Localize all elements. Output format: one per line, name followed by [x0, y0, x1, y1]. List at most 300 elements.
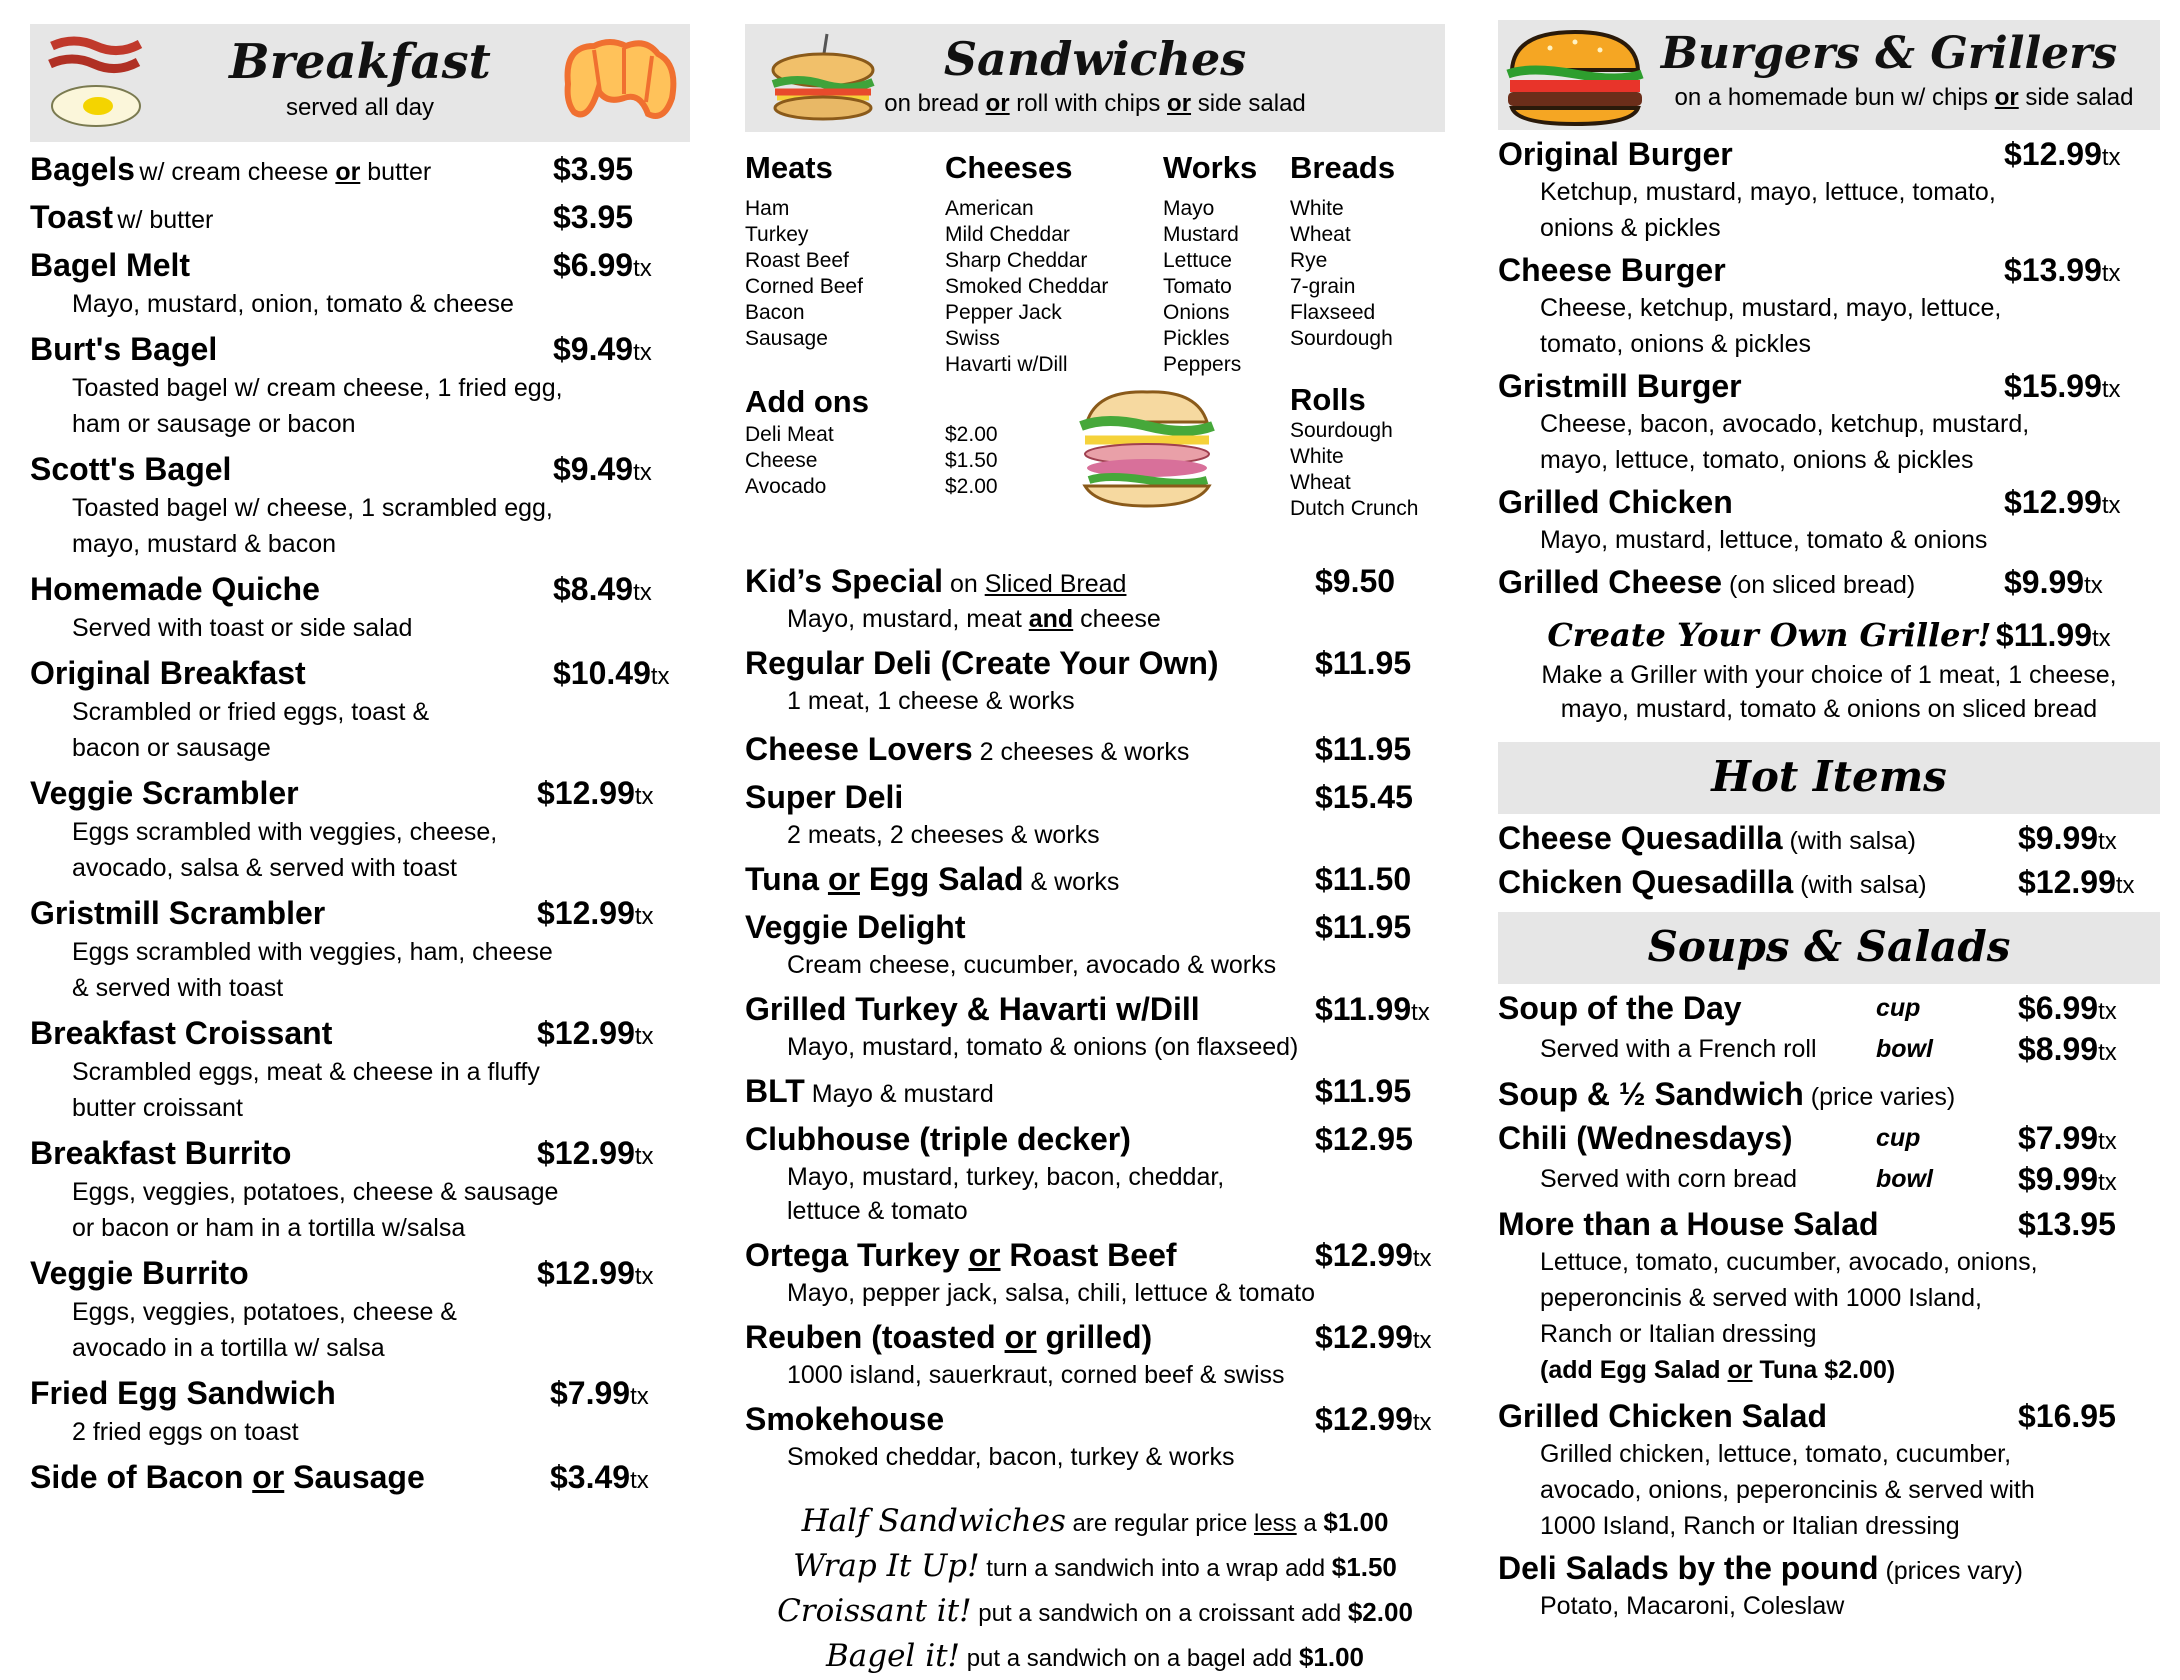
sandwiches-banner [745, 24, 1445, 132]
item-desc: avocado, salsa & served with toast [72, 854, 457, 882]
list-item: Mustard [1163, 223, 1239, 246]
item-desc: Served with toast or side salad [72, 614, 413, 642]
price-value: $12.99 [2018, 864, 2116, 900]
item-name: Fried Egg Sandwich [30, 1375, 336, 1411]
list-item: Pepper Jack [945, 301, 1062, 324]
menu-item [30, 1372, 690, 1450]
extra-text: turn a sandwich into a wrap add [979, 1555, 1332, 1582]
sandwich-icon [1067, 382, 1227, 512]
tax-mark: tx [634, 903, 654, 930]
tax-mark: tx [2098, 828, 2117, 855]
menu-item [30, 244, 690, 322]
name-part: Ortega Turkey [745, 1237, 969, 1273]
menu-item [1498, 134, 2160, 246]
item-desc: Mayo, mustard, lettuce, tomato & onions [1540, 526, 1988, 554]
item-price [2018, 988, 2117, 1032]
item-desc: Cream cheese, cucumber, avocado & works [787, 951, 1277, 979]
menu-item [1498, 562, 2160, 602]
extra-text: Sliced Bread [984, 570, 1127, 598]
item-price [2004, 366, 2121, 410]
soups-salads-banner: Soups & Salads [1498, 912, 2160, 984]
item-desc: & served with toast [72, 974, 284, 1002]
item-desc: avocado in a tortilla w/ salsa [72, 1334, 385, 1362]
item-desc: bacon or sausage [72, 734, 271, 762]
item-extra: (with salsa) [1793, 871, 1927, 899]
item-extra [139, 158, 431, 186]
menu-item [745, 1398, 1445, 1474]
or-word: or [335, 158, 361, 186]
breakfast-title: Breakfast [229, 34, 491, 90]
extra-text: are regular price [1065, 1510, 1254, 1537]
price-value: $9.99 [2018, 820, 2099, 856]
item-price [2018, 862, 2135, 906]
item-desc: mayo, mustard & bacon [72, 530, 337, 558]
item-name: Regular Deli (Create Your Own) [745, 645, 1219, 681]
price-value: $12.99 [537, 1015, 635, 1051]
breakfast-banner [30, 24, 690, 142]
or-word: or [968, 1237, 1001, 1273]
price-value: $6.99 [553, 247, 634, 283]
tax-mark: tx [2084, 572, 2103, 599]
item-desc: butter croissant [72, 1094, 243, 1122]
item-price [537, 1252, 654, 1298]
item-desc: 2 meats, 2 cheeses & works [787, 821, 1100, 849]
price-value: $9.50 [1315, 563, 1396, 599]
price-value: $16.95 [2018, 1398, 2116, 1434]
extra-price: $2.00 [1347, 1597, 1413, 1627]
item-subrow [1540, 1158, 2160, 1200]
item-desc: Scrambled or fried eggs, toast & [72, 698, 430, 726]
create-griller [1498, 612, 2160, 726]
item-price [1315, 1234, 1432, 1280]
item-desc: Served with a French roll [1540, 1035, 1817, 1063]
price-value: $12.95 [1315, 1121, 1413, 1157]
item-price [2004, 562, 2103, 606]
item-name: Original Breakfast [30, 655, 306, 691]
item-name: Soup & ½ Sandwich [1498, 1076, 1804, 1112]
tax-mark: tx [634, 1023, 654, 1050]
item-price [1315, 1118, 1413, 1160]
item-name: Gristmill Scrambler [30, 895, 326, 931]
list-item: American [945, 197, 1034, 220]
addon-row [745, 474, 1045, 500]
item-name [745, 1319, 1152, 1355]
price-value: $12.99 [537, 895, 635, 931]
item-desc: peperoncinis & served with 1000 Island, [1540, 1284, 1982, 1312]
burger-icon [1500, 26, 1650, 126]
bacon-egg-icon [44, 32, 148, 132]
menu-item [30, 1012, 690, 1126]
item-name: Smokehouse [745, 1401, 945, 1437]
menu-item [1498, 1396, 2160, 1544]
item-extra: (price varies) [1803, 1083, 1956, 1111]
menu-item [745, 1118, 1445, 1228]
item-extra: & works [1023, 868, 1120, 896]
item-name: Soup of the Day [1498, 990, 1742, 1026]
extra-price: $1.00 [1323, 1507, 1389, 1537]
price-value: $12.99 [1315, 1237, 1413, 1273]
addons-row [745, 382, 1445, 532]
addon-price: $1.50 [945, 449, 998, 472]
tax-mark: tx [1412, 1409, 1432, 1436]
menu-item [1498, 250, 2160, 362]
item-addon [1540, 1352, 2160, 1388]
tax-mark: tx [650, 663, 670, 690]
item-desc: mayo, lettuce, tomato, onions & pickles [1540, 446, 1974, 474]
cheeses-header: Cheeses [945, 150, 1073, 185]
item-price [2018, 1158, 2117, 1204]
item-desc: Eggs scrambled with veggies, cheese, [72, 818, 498, 846]
item-name: BLT [745, 1073, 805, 1109]
menu-item [745, 642, 1445, 718]
item-name: Kid’s Special [745, 563, 943, 599]
item-name: Gristmill Burger [1498, 368, 1742, 404]
item-desc: Mayo, mustard, tomato & onions (on flaxseed) [787, 1033, 1299, 1061]
item-desc: Smoked cheddar, bacon, turkey & works [787, 1443, 1235, 1471]
item-desc: Lettuce, tomato, cucumber, avocado, onions, [1540, 1248, 2038, 1276]
addon-name: Cheese [745, 449, 818, 472]
tax-mark: tx [633, 339, 652, 366]
item-desc: Eggs scrambled with veggies, ham, cheese [72, 938, 553, 966]
list-item: Bacon [745, 301, 805, 324]
list-item: Corned Beef [745, 275, 863, 298]
list-item: Smoked Cheddar [945, 275, 1109, 298]
item-name: Cheese Lovers [745, 731, 973, 767]
item-price [553, 448, 652, 494]
tax-mark: tx [630, 1467, 649, 1494]
price-value: $15.99 [2004, 368, 2102, 404]
addon-row [745, 448, 1045, 474]
item-name: Cheese Burger [1498, 252, 1726, 288]
item-extra: Mayo & mustard [804, 1080, 994, 1108]
or-word: or [985, 90, 1010, 117]
item-name: Breakfast Burrito [30, 1135, 292, 1171]
extra-head: Wrap It Up! [793, 1548, 980, 1584]
item-price [1315, 1398, 1432, 1444]
item-price [537, 772, 654, 818]
price-value: $15.45 [1315, 779, 1413, 815]
tax-mark: tx [633, 579, 652, 606]
menu-item [745, 728, 1445, 770]
extra-price: $1.00 [1298, 1642, 1365, 1672]
item-desc: Toasted bagel w/ cheese, 1 scrambled egg, [72, 494, 553, 522]
menu-item [30, 1456, 690, 1498]
price-value: $11.95 [1315, 645, 1412, 681]
list-item: Havarti w/Dill [945, 353, 1068, 376]
addon-text: (add Egg Salad [1540, 1356, 1728, 1384]
item-desc: Potato, Macaroni, Coleslaw [1540, 1592, 1845, 1620]
sandwiches-column [745, 0, 1445, 1680]
list-item: Pickles [1163, 327, 1230, 350]
item-name: Toast [30, 199, 113, 235]
subtitle-text: roll with chips [1009, 90, 1168, 117]
price-value: $9.99 [2018, 1161, 2099, 1197]
price-value: $13.99 [2004, 252, 2102, 288]
menu-item [30, 772, 690, 886]
list-item: Mayo [1163, 197, 1215, 220]
tax-mark: tx [633, 459, 652, 486]
list-item: Roast Beef [745, 249, 849, 272]
sandwich-items [745, 560, 1445, 1474]
item-price [1315, 560, 1395, 602]
or-word: or [1727, 1356, 1753, 1384]
tax-mark: tx [633, 255, 652, 282]
list-item: Swiss [945, 327, 1000, 350]
menu-item [30, 148, 690, 190]
tax-mark: tx [2098, 1039, 2117, 1066]
list-item: Tomato [1163, 275, 1232, 298]
addon-name: Avocado [745, 475, 827, 498]
item-name: Grilled Chicken Salad [1498, 1398, 1827, 1434]
item-name [30, 1459, 425, 1495]
price-value: $11.95 [1315, 1073, 1412, 1109]
name-part: Sausage [293, 1459, 425, 1495]
list-item: Wheat [1290, 223, 1351, 246]
item-price [550, 1456, 649, 1502]
item-name: Scott's Bagel [30, 451, 232, 487]
price-value: $7.99 [550, 1375, 631, 1411]
item-name: Clubhouse (triple decker) [745, 1121, 1131, 1157]
item-name: Grilled Turkey & Havarti w/Dill [745, 991, 1200, 1027]
menu-item [30, 1252, 690, 1366]
menu-item [1498, 482, 2160, 558]
burgers-banner [1498, 20, 2160, 130]
item-price [1315, 1316, 1432, 1362]
item-desc: onions & pickles [1540, 214, 1721, 242]
sandwiches-title: Sandwiches [943, 32, 1247, 86]
item-price [537, 1012, 654, 1058]
burgers-column [1498, 0, 2160, 1624]
extra-line [745, 1545, 1445, 1590]
cheeses-list [945, 150, 1163, 378]
list-item: Sharp Cheddar [945, 249, 1088, 272]
menu-item [1498, 818, 2160, 858]
price-value: $10.49 [553, 655, 651, 691]
tax-mark: tx [634, 1143, 654, 1170]
addons-header: Add ons [745, 384, 869, 419]
item-price [2018, 1118, 2117, 1162]
menu-item [745, 560, 1445, 636]
item-price [1315, 642, 1411, 684]
tax-mark: tx [2098, 1128, 2117, 1155]
price-value: $3.95 [553, 199, 634, 235]
sub-sandwich-icon [767, 30, 879, 126]
menu-item [30, 652, 690, 766]
menu-item [30, 892, 690, 1006]
item-name: Breakfast Croissant [30, 1015, 333, 1051]
breads-header: Breads [1290, 150, 1396, 185]
item-desc: Scrambled eggs, meat & cheese in a fluffy [72, 1058, 540, 1086]
item-name: Chicken Quesadilla [1498, 864, 1794, 900]
breakfast-items [30, 148, 690, 1498]
item-price [553, 196, 633, 238]
item-price [553, 652, 670, 698]
item-subrow [1540, 1028, 2160, 1070]
price-value: $7.99 [2018, 1120, 2099, 1156]
price-value: $12.99 [2004, 136, 2102, 172]
price-value: $11.95 [1315, 909, 1412, 945]
price-value: $9.99 [2004, 564, 2085, 600]
item-extra: (prices vary) [1878, 1557, 2023, 1585]
tax-mark: tx [1411, 999, 1430, 1026]
list-item: Wheat [1290, 471, 1351, 494]
menu-item [1498, 1548, 2160, 1624]
tax-mark: tx [2098, 998, 2117, 1025]
addon-row [745, 422, 1045, 448]
size-cup: cup [1876, 994, 1921, 1022]
list-item: Turkey [745, 223, 809, 246]
and-word: and [1028, 605, 1074, 633]
menu-item [1498, 862, 2160, 902]
extra-text: put a sandwich on a bagel add [960, 1645, 1299, 1672]
list-item: White [1290, 197, 1344, 220]
or-word: or [252, 1459, 285, 1495]
extra-head: Croissant it! [777, 1593, 972, 1629]
menu-item [1498, 1074, 2160, 1114]
item-extra: 2 cheeses & works [972, 738, 1190, 766]
menu-item [30, 1132, 690, 1246]
item-extra: (on sliced bread) [1722, 571, 1916, 599]
extra-text: on [943, 570, 985, 598]
item-desc: Grilled chicken, lettuce, tomato, cucumber, [1540, 1440, 2012, 1468]
price-value: $11.95 [1315, 731, 1412, 767]
tax-mark: tx [634, 1263, 654, 1290]
price-value: $12.99 [537, 1255, 635, 1291]
item-price [1315, 1070, 1411, 1112]
item-price [553, 148, 633, 190]
item-desc: avocado, onions, peperoncinis & served with [1540, 1476, 2035, 1504]
item-desc: 1000 island, sauerkraut, corned beef & swiss [787, 1361, 1285, 1389]
create-desc: Make a Griller with your choice of 1 meat, 1 cheese, [1541, 661, 2117, 689]
subtitle-text: side salad [1191, 90, 1306, 117]
list-item: Mild Cheddar [945, 223, 1070, 246]
extra-text: less [1253, 1510, 1297, 1537]
croissant-icon [554, 32, 684, 136]
extra-text: w/ cream cheese [139, 158, 336, 186]
hot-items-banner: Hot Items [1498, 742, 2160, 814]
item-desc: Mayo, pepper jack, salsa, chili, lettuce & tomato [787, 1279, 1316, 1307]
works-list [1163, 150, 1290, 378]
item-price [2018, 1396, 2116, 1436]
list-item: Lettuce [1163, 249, 1232, 272]
list-item: Sausage [745, 327, 828, 350]
extra-line [745, 1500, 1445, 1545]
item-desc: Served with corn bread [1540, 1165, 1798, 1193]
name-part: Roast Beef [1000, 1237, 1177, 1273]
price-value: $3.49 [550, 1459, 631, 1495]
price-value: $12.99 [537, 1135, 635, 1171]
item-desc: or bacon or ham in a tortilla w/salsa [72, 1214, 466, 1242]
menu-item [30, 448, 690, 562]
item-price [1315, 776, 1413, 818]
item-name: More than a House Salad [1498, 1206, 1879, 1242]
item-desc: 1 meat, 1 cheese & works [787, 687, 1075, 715]
addon-text: Tuna $2.00) [1752, 1356, 1896, 1384]
item-price [537, 892, 654, 938]
tax-mark: tx [634, 783, 654, 810]
list-item: Rye [1290, 249, 1328, 272]
menu-item [745, 776, 1445, 852]
item-desc: ham or sausage or bacon [72, 410, 356, 438]
name-part: grilled) [1036, 1319, 1153, 1355]
tax-mark: tx [2098, 1169, 2117, 1196]
soup-items [1498, 988, 2160, 1624]
desc-text: Mayo, mustard, meat [787, 605, 1029, 633]
menu-item [1498, 988, 2160, 1070]
size-cup: cup [1876, 1124, 1921, 1152]
name-part: Reuben (toasted [745, 1319, 1005, 1355]
name-part: Egg Salad [859, 861, 1024, 897]
sandwich-extras [745, 1500, 1445, 1680]
rolls-list [1290, 382, 1418, 522]
tax-mark: tx [2115, 872, 2135, 899]
list-item: Ham [745, 197, 790, 220]
item-name: Original Burger [1498, 136, 1733, 172]
subtitle-text: side salad [2018, 84, 2134, 111]
extra-line [745, 1635, 1445, 1680]
item-name: Super Deli [745, 779, 904, 815]
menu-item [1498, 1204, 2160, 1388]
item-name: Veggie Scrambler [30, 775, 299, 811]
extra-text: put a sandwich on a croissant add [971, 1600, 1348, 1627]
item-desc: Toasted bagel w/ cream cheese, 1 fried egg, [72, 374, 563, 402]
item-name: Chili (Wednesdays) [1498, 1120, 1793, 1156]
create-title-line [1498, 612, 2160, 658]
menu-item [745, 906, 1445, 982]
item-price [553, 328, 652, 374]
list-item: Dutch Crunch [1290, 497, 1419, 520]
menu-item [745, 988, 1445, 1064]
extra-head: Half Sandwiches [801, 1503, 1066, 1539]
item-price [553, 244, 652, 290]
meats-list [745, 150, 945, 378]
item-name: Bagel Melt [30, 247, 191, 283]
item-desc: Eggs, veggies, potatoes, cheese & [72, 1298, 457, 1326]
item-extra [943, 570, 1126, 598]
meats-header: Meats [745, 150, 833, 185]
price-value: $11.50 [1315, 861, 1412, 897]
price-value: $9.49 [553, 451, 634, 487]
item-price [2004, 482, 2121, 526]
item-name: Grilled Chicken [1498, 484, 1733, 520]
item-price [1315, 906, 1411, 948]
item-desc: Eggs, veggies, potatoes, cheese & sausage [72, 1178, 559, 1206]
item-price [2018, 818, 2117, 862]
price-value: $13.95 [2018, 1206, 2116, 1242]
menu-item [30, 328, 690, 442]
item-name [745, 1237, 1177, 1273]
hot-items [1498, 818, 2160, 902]
rolls-header: Rolls [1290, 382, 1366, 417]
tax-mark: tx [1412, 1327, 1432, 1354]
item-extra: w/ butter [117, 206, 214, 234]
price-value: $12.99 [1315, 1319, 1413, 1355]
item-price [537, 1132, 654, 1178]
item-desc: 1000 Island, Ranch or Italian dressing [1540, 1512, 1960, 1540]
menu-item [745, 1234, 1445, 1310]
item-price [553, 568, 652, 614]
item-desc: 2 fried eggs on toast [72, 1418, 299, 1446]
price-value: $6.99 [2018, 990, 2099, 1026]
or-word: or [827, 861, 860, 897]
size-bowl: bowl [1876, 1165, 1933, 1193]
item-name: Cheese Quesadilla [1498, 820, 1783, 856]
item-price [2004, 134, 2121, 178]
subtitle-text: on bread [884, 90, 986, 117]
list-item: Onions [1163, 301, 1230, 324]
create-desc: mayo, mustard, tomato & onions on sliced bread [1560, 695, 2098, 723]
or-word: or [1004, 1319, 1037, 1355]
